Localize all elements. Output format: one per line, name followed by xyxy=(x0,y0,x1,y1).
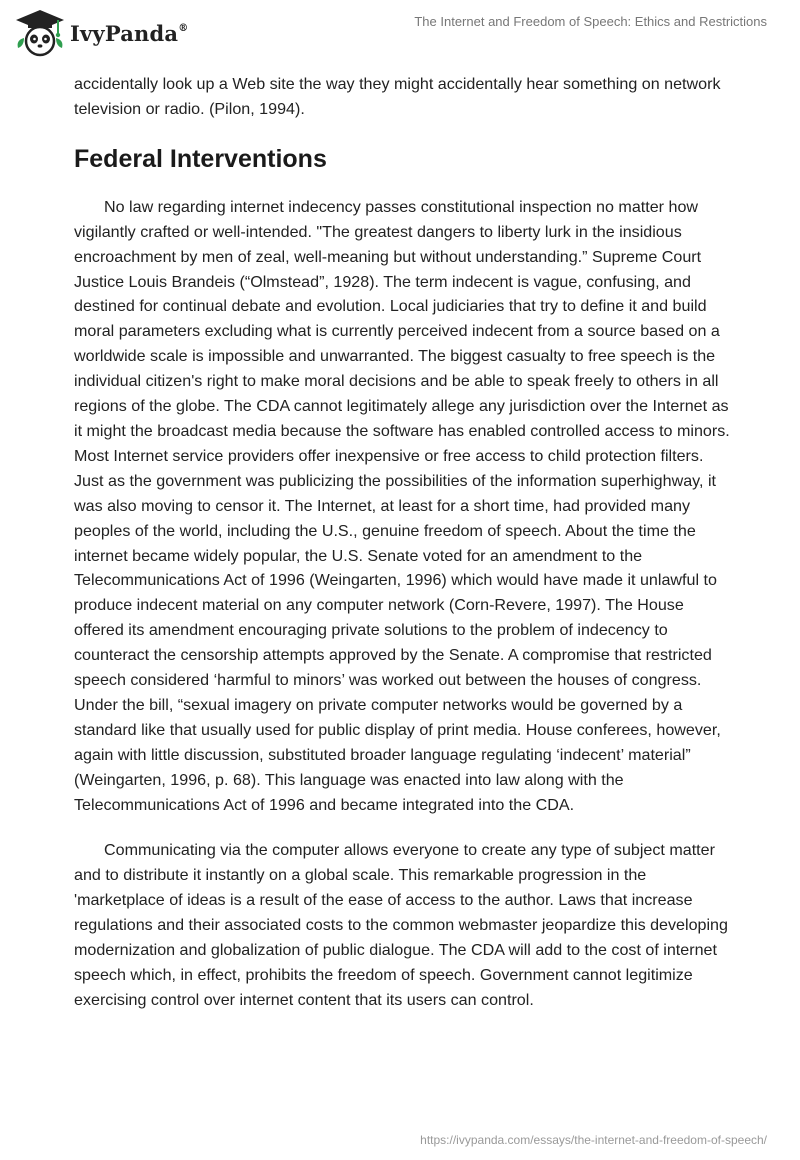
essay-body xyxy=(74,72,734,1013)
ivypanda-logo[interactable] xyxy=(14,8,188,58)
intro-paragraph: accidentally look up a Web site the way they might accidentally hear something on network television or radio. (Pilon, 1994). xyxy=(74,75,721,118)
body-paragraph-2: Communicating via the computer allows everyone to create any type of subject matter and to distribute it instantly on a global scale. This remarkable progression in the 'marketplace of ideas is a result of the ease of access to the author. Laws that increase regulations and their associated costs to the common webmaster jeopardize this developing modernization and globalization of public dialogue. The CDA will add to the cost of internet speech which, in effect, prohibits the freedom of speech. Government cannot legitimize exercising control over internet content that its users can control. xyxy=(74,841,728,1009)
page-header xyxy=(0,0,800,70)
panda-graduate-icon xyxy=(14,8,66,58)
document-title: The Internet and Freedom of Speech: Ethics and Restrictions xyxy=(414,14,767,29)
section-heading: Federal Interventions xyxy=(74,144,327,173)
logo-wordmark: IvyPanda® xyxy=(70,20,189,46)
body-paragraph-1: No law regarding internet indecency passes constitutional inspection no matter how vigilantly crafted or well-intended. "The greatest dangers to liberty lurk in the insidious encroachment by men of zeal, well-meaning but without understanding.” Supreme Court Justice Louis Brandeis (“Olmstead”, 1928). The term indecent is vague, confusing, and destined for continual debate and evolution. Local judiciaries that try to define it and build moral parameters excluding what is currently perceived indecent from a source based on a worldwide scale is impossible and unwarranted. The biggest casualty to free speech is the individual citizen's right to make moral decisions and be able to speak freely to others in all regions of the globe. The CDA cannot legitimately allege any jurisdiction over the Internet as it might the broadcast media because the software has enabled controlled access to minors. Most Internet service providers offer inexpensive or free access to child protection filters. Just as the government was publicizing the possibilities of the information superhighway, it was also moving to censor it. The Internet, at least for a short time, had provided many peoples of the world, including the U.S., genuine freedom of speech. About the time the internet became widely popular, the U.S. Senate voted for an amendment to the Telecommunications Act of 1996 (Weingarten, 1996) which would have made it unlawful to produce indecent material on any computer network (Corn-Revere, 1997). The House offered its amendment encouraging private solutions to the problem of indecency to counteract the censorship attempts approved by the Senate. A compromise that restricted speech considered ‘harmful to minors’ was worked out between the houses of congress. Under the bill, “sexual imagery on private computer networks would be governed by a standard like that usually used for public display of print media. House conferees, however, again with little discussion, substituted broader language regulating ‘indecent’ material” (Weingarten, 1996, p. 68). This language was enacted into law along with the Telecommunications Act of 1996 and became integrated into the CDA. xyxy=(74,197,730,814)
source-url[interactable]: https://ivypanda.com/essays/the-internet-and-freedom-of-speech/ xyxy=(420,1133,767,1147)
